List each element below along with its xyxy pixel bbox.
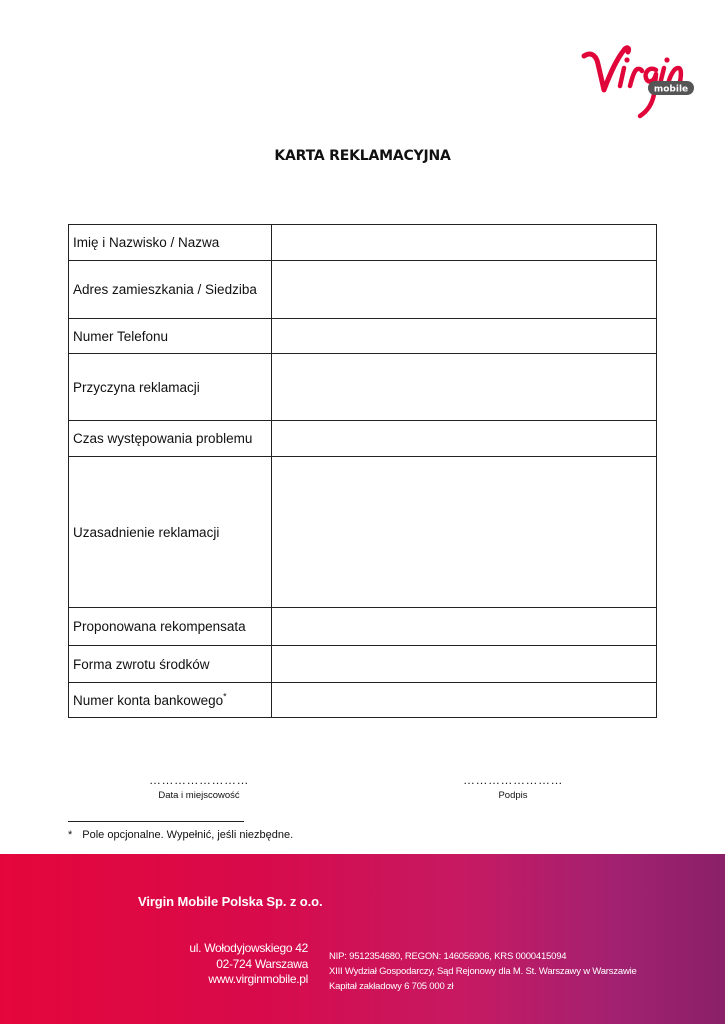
form-row-justification: [69, 457, 657, 608]
form-row-bank-account: [69, 683, 657, 718]
form-row-phone: [69, 319, 657, 354]
complaint-form-table: [68, 224, 657, 718]
virgin-mobile-logo: [580, 38, 698, 120]
form-row-refund-method: [69, 646, 657, 683]
footnote: [68, 829, 293, 841]
legal-capital: Kapitał zakładowy 6 705 000 zł: [329, 981, 454, 992]
form-row-duration: [69, 421, 657, 457]
signature-label: Podpis: [498, 790, 528, 801]
company-address: [150, 941, 308, 988]
address-field[interactable]: [272, 261, 657, 319]
footnote-mark: *: [68, 829, 73, 841]
name-field[interactable]: [272, 225, 657, 261]
signature-dots[interactable]: ……………………: [463, 773, 563, 787]
phone-field[interactable]: [272, 319, 657, 354]
refund-method-field[interactable]: [272, 646, 657, 683]
form-label: Forma zwrotu środków: [69, 646, 272, 683]
duration-field[interactable]: [272, 421, 657, 457]
virgin-logo-icon: [580, 38, 698, 120]
address-street: ul. Wołodyjowskiego 42: [189, 941, 308, 955]
signature-block: [454, 774, 572, 801]
legal-info: [329, 949, 637, 994]
form-label: Przyczyna reklamacji: [69, 354, 272, 421]
date-place-block: [140, 774, 258, 801]
form-row-reason: [69, 354, 657, 421]
form-label: Numer Telefonu: [69, 319, 272, 354]
form-row-address: [69, 261, 657, 319]
justification-field[interactable]: [272, 457, 657, 608]
form-row-name: [69, 225, 657, 261]
date-dots[interactable]: ……………………: [149, 773, 249, 787]
form-label: Numer konta bankowego: [73, 692, 224, 708]
form-label-cell: [69, 683, 272, 718]
footnote-text: Pole opcjonalne. Wypełnić, jeśli niezbędne.: [82, 829, 294, 841]
logo-mobile-text: mobile: [653, 84, 689, 95]
form-label: Proponowana rekompensata: [69, 608, 272, 646]
form-label: Imię i Nazwisko / Nazwa: [69, 225, 272, 261]
reason-field[interactable]: [272, 354, 657, 421]
form-label: Czas występowania problemu: [69, 421, 272, 457]
form-label: Adres zamieszkania / Siedziba: [69, 261, 272, 319]
footer-band: [0, 854, 725, 1024]
compensation-field[interactable]: [272, 608, 657, 646]
page-title: KARTA REKLAMACYJNA: [274, 148, 451, 164]
company-name: Virgin Mobile Polska Sp. z o.o.: [138, 894, 323, 909]
form-label: Uzasadnienie reklamacji: [69, 457, 272, 608]
date-place-label: Data i miejscowość: [158, 790, 240, 801]
bank-account-field[interactable]: [272, 683, 657, 718]
address-city: 02-724 Warszawa: [216, 956, 308, 971]
legal-tax-ids: NIP: 9512354680, REGON: 146056906, KRS 0000415094: [329, 951, 567, 962]
footnote-divider: [68, 821, 244, 822]
legal-court: XIII Wydział Gospodarczy, Sąd Rejonowy dla M. St. Warszawy w Warszawie: [329, 966, 637, 977]
form-row-compensation: [69, 608, 657, 646]
optional-marker: *: [223, 691, 227, 701]
website-link[interactable]: www.virginmobile.pl: [208, 972, 308, 986]
